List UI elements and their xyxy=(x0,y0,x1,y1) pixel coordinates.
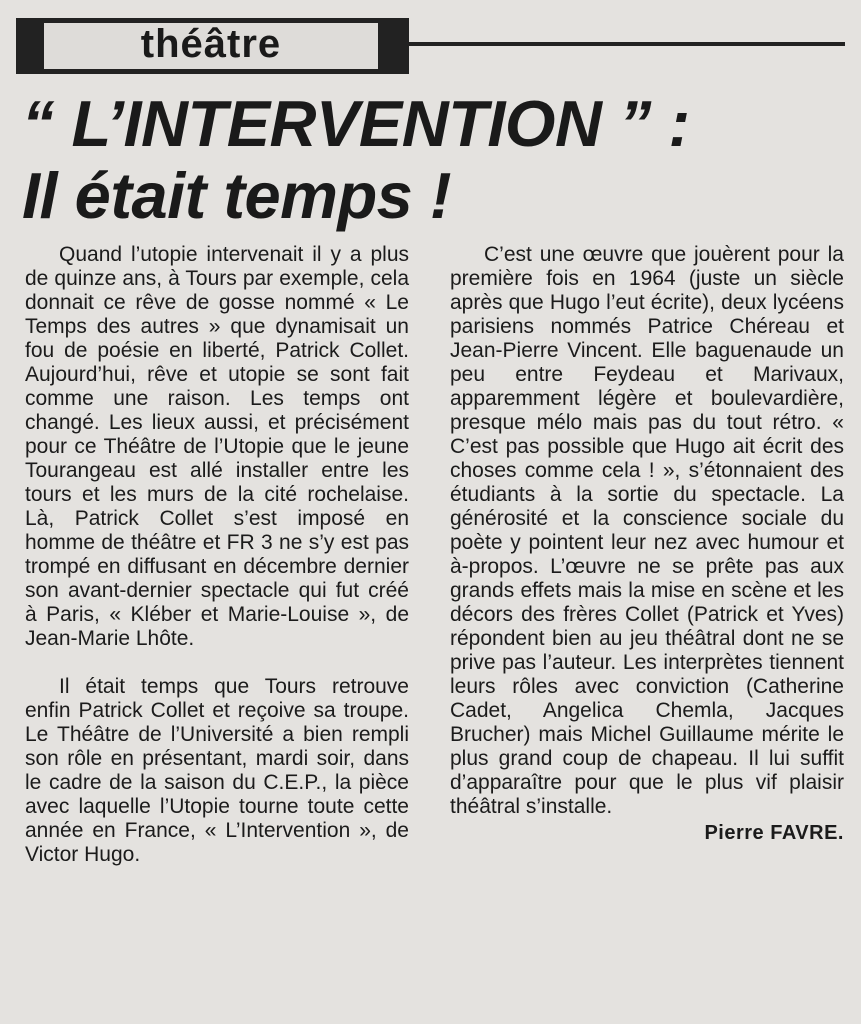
rubric-label: théâtre xyxy=(140,21,282,66)
headline xyxy=(22,88,852,232)
paragraph: C’est une œuvre que jouèrent pour la première fois en 1964 (juste un siècle après que Hugo l’eut écrite), deux lycéens parisiens nommés Patrice Chéreau et Jean-Pierre Vincent. Elle baguenaude un peu entre Feydeau et Marivaux, apparemment légère et boulevardière, presque mélo mais pas du tout rétro. « C’est pas possible que Hugo ait écrit des choses comme cela ! », s’étonnaient des étudiants à la sortie du spectacle. La générosité et la conscience sociale du poète y pointent leur nez avec humour et à-propos. L’œuvre ne se prête pas aux grands effets mais la mise en scène et les décors des frères Collet (Patrick et Yves) répondent bien au jeu théâtral dont ne se prive pas l’auteur. Les interprètes tiennent leurs rôles avec conviction (Catherine Cadet, Angelica Chemla, Jacques Brucher) mais Michel Guillaume mérite le plus grand coup de chapeau. Il lui suffit d’apparaître pour que le plus vif plaisir théâtral s’installe. xyxy=(450,243,844,818)
headline-line-2: Il était temps ! xyxy=(22,159,452,232)
rubric-box xyxy=(44,23,378,69)
article-column-right xyxy=(450,243,844,845)
author-signature: Pierre FAVRE. xyxy=(704,822,844,844)
article-column-left xyxy=(25,243,409,867)
paragraph: Il était temps que Tours retrouve enfin Patrick Collet et reçoive sa troupe. Le Théâtre de l’Université a bien rempli son rôle en présentant, mardi soir, dans le cadre de la saison du C.E.P., la pièce avec laquelle l’Utopie tourne toute cette année en France, « L’Intervention », de Victor Hugo. xyxy=(25,675,409,866)
rubric-rule xyxy=(409,42,845,46)
paragraph: Quand l’utopie intervenait il y a plus de quinze ans, à Tours par exemple, cela donnait ce rêve de gosse nommé « Le Temps des autres » que dynamisait un fou de poésie en liberté, Patrick Collet. Aujourd’hui, rêve et utopie se sont fait comme une raison. Les temps ont changé. Les lieux aussi, et précisément pour ce Théâtre de l’Utopie que le jeune Tourangeau est allé installer entre les tours et les murs de la cité rochelaise. Là, Patrick Collet s’est imposé en homme de théâtre et FR 3 ne s’y est pas trompé en diffusant en décembre dernier son avant-dernier spectacle qui fut créé à Paris, « Kléber et Marie-Louise », de Jean-Marie Lhôte. xyxy=(25,243,409,650)
headline-line-1: “ L’INTERVENTION ” : xyxy=(22,87,690,160)
